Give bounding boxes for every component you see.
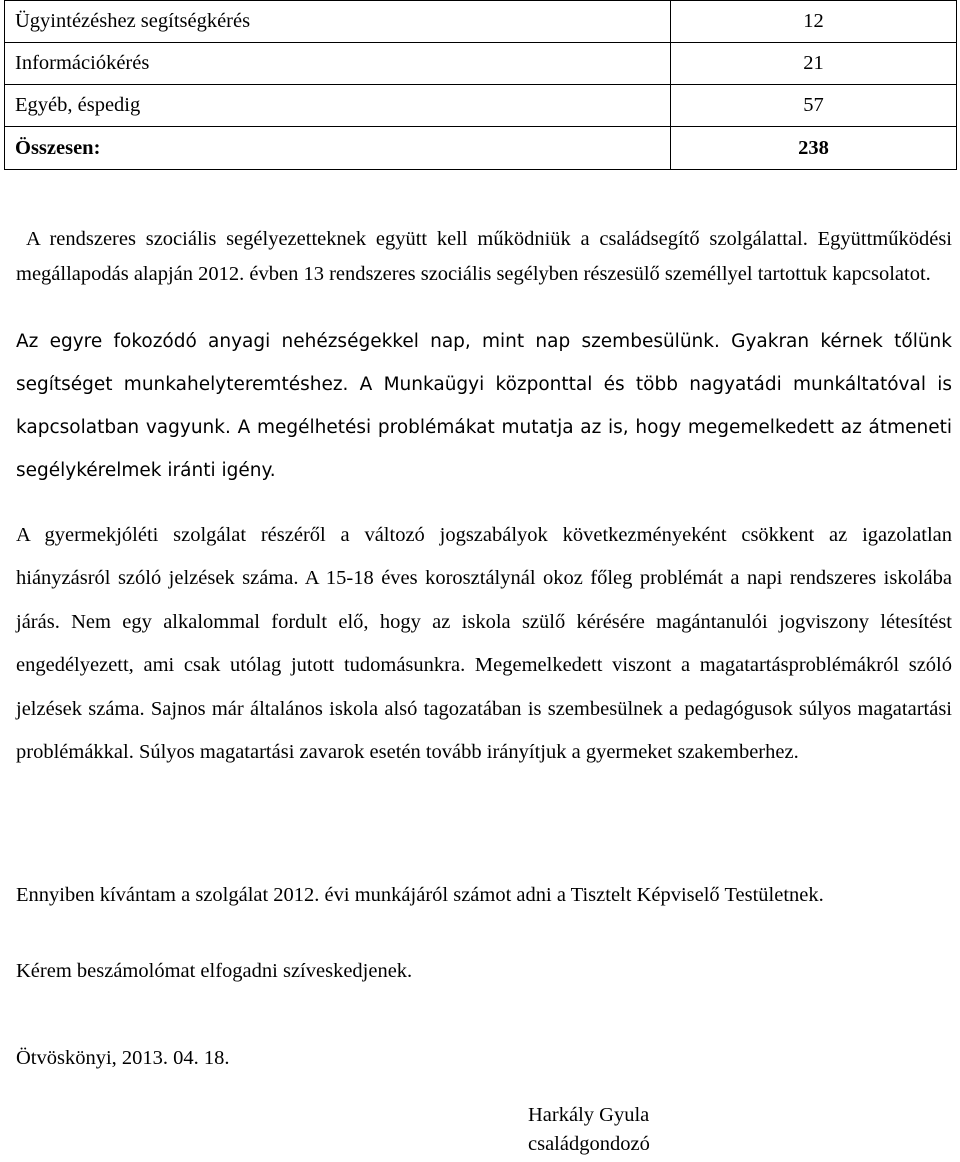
- row-value: 21: [671, 43, 957, 85]
- paragraph-child-welfare: A gyermekjóléti szolgálat részéről a változó jogszabályok következményeként csökkent az igazolatlan hiányzásról szóló jelzések száma. A 15-18 éves korosztálynál okoz főleg problémát a napi rendszeres iskolába járás. Nem egy alkalommal fordult elő, hogy az iskola szülő kérésére magántanulói jogviszony létesítést engedélyezett, ami csak utólag jutott tudomásunkra. Megemelkedett viszont a magatartásproblémákról szóló jelzések száma. Sajnos már általános iskola alsó tagozatában is szembesülnek a pedagógusok súlyos magatartási problémákkal. Súlyos magatartási zavarok esetén tovább irányítjuk a gyermeket szakemberhez.: [16, 524, 952, 764]
- total-label: Összesen:: [5, 127, 671, 170]
- statistics-table: [4, 0, 957, 170]
- paragraph-closing: Ennyiben kívántam a szolgálat 2012. évi munkájáról számot adni a Tisztelt Képviselő Testületnek.: [16, 884, 824, 906]
- paragraph-social-aid: [16, 222, 952, 292]
- signature-name: Harkály Gyula: [528, 1104, 650, 1126]
- row-label: Ügyintézéshez segítségkérés: [5, 1, 671, 43]
- signature-block: [528, 1101, 650, 1159]
- row-value: 12: [671, 1, 957, 43]
- row-label: Információkérés: [5, 43, 671, 85]
- paragraph-request: Kérem beszámolómat elfogadni szíveskedjenek.: [16, 960, 413, 982]
- table-total-row: [5, 127, 957, 170]
- paragraph-financial-difficulties: Az egyre fokozódó anyagi nehézségekkel nap, mint nap szembesülünk. Gyakran kérnek tőlünk segítséget munkahelyteremtéshez. A Munkaügyi központtal és több nagyatádi munkáltatóval is kapcsolatban vagyunk. A megélhetési problémákat mutatja az is, hogy megemelkedett az átmeneti segélykérelmek iránti igény.: [16, 331, 952, 481]
- paragraph-text: A rendszeres szociális segélyezetteknek együtt kell működniük a családsegítő szolgálattal. Együttműködési megállapodás alapján 2012. évben 13 rendszeres szociális segélyben részesülő személlyel tartottuk kapcsolatot.: [16, 228, 952, 285]
- table-row: [5, 1, 957, 43]
- table-row: [5, 43, 957, 85]
- place-and-date: Ötvöskönyi, 2013. 04. 18.: [16, 1047, 230, 1069]
- table-row: [5, 85, 957, 127]
- total-value: 238: [671, 127, 957, 170]
- row-value: 57: [671, 85, 957, 127]
- signature-title: családgondozó: [528, 1133, 650, 1155]
- row-label: Egyéb, éspedig: [5, 85, 671, 127]
